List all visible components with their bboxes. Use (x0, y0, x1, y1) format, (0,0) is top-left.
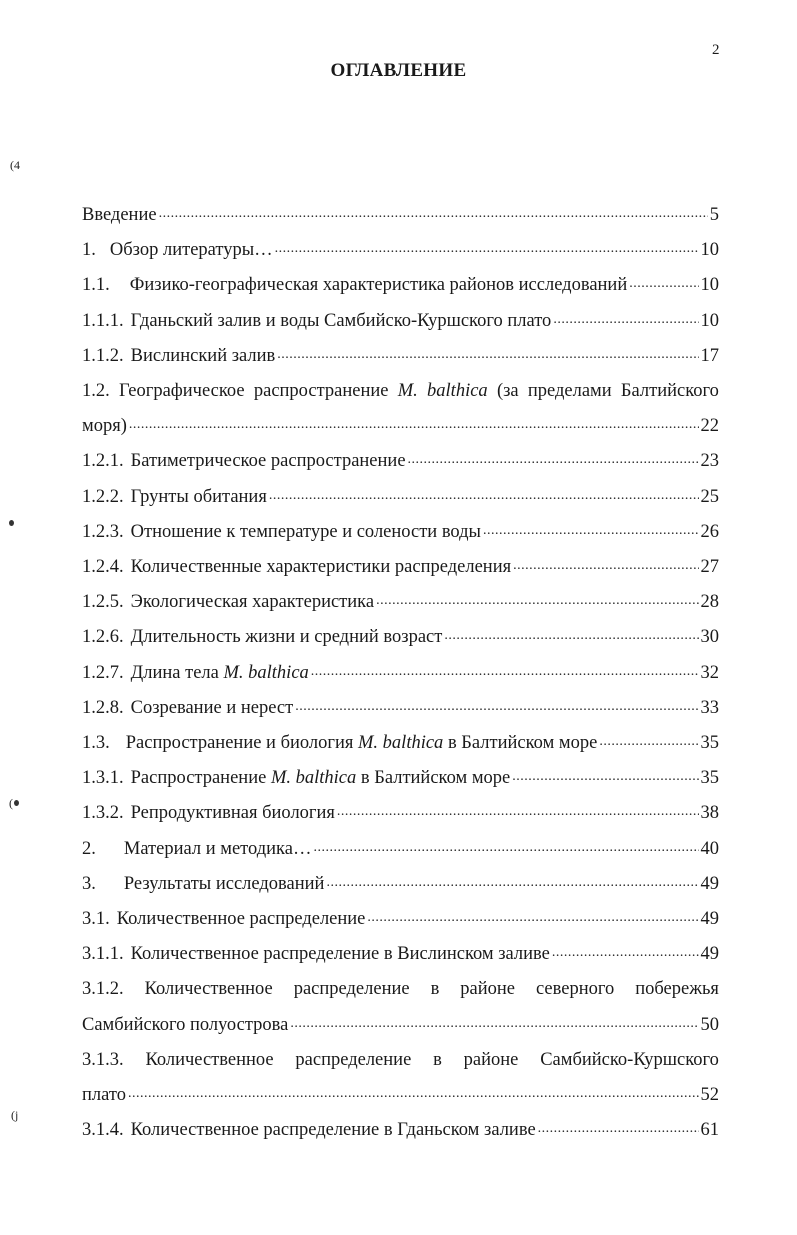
toc-leader (512, 769, 698, 789)
toc-entry-page: 35 (700, 768, 719, 789)
toc-entry-text: районе (463, 1049, 519, 1070)
toc-entry-title (82, 874, 324, 895)
toc-entry-text: в (430, 979, 440, 1000)
toc-entry-text: побережья (635, 979, 719, 1000)
toc-entry (82, 231, 719, 261)
toc-entry-text: Количественное распределение в Гданьском заливе (130, 1120, 536, 1141)
toc-entry-number: 1.3.1. (82, 768, 124, 789)
toc-entry (82, 654, 719, 684)
toc-entry-text: Батиметрическое распространение (130, 451, 406, 472)
margin-dot (9, 520, 14, 526)
margin-mark: (4 (10, 158, 20, 172)
toc-leader (483, 523, 699, 543)
toc-leader (444, 628, 698, 648)
toc-entry-text: Длина тела (130, 662, 224, 683)
toc-entry-text: Результаты исследований (123, 873, 325, 894)
toc-entry-text: распределение (293, 979, 410, 1000)
toc-entry-text: Количественное распределение (116, 909, 366, 929)
toc-entry-page: 25 (700, 486, 719, 507)
toc-entry-number: 1.1. (82, 275, 110, 296)
toc-entry-title (82, 205, 157, 226)
toc-entry (82, 478, 719, 508)
toc-leader (326, 875, 698, 895)
toc-entry-text: пределами (527, 381, 612, 401)
toc-entry-page: 5 (709, 205, 719, 225)
page-number: 2 (712, 42, 720, 58)
toc-leader (513, 558, 698, 578)
toc-entry-title (82, 698, 293, 719)
toc-entry-title (82, 275, 627, 296)
toc-entry-text: Длительность жизни и средний возраст (130, 627, 443, 648)
toc-entry-title (82, 944, 550, 965)
margin-mark: (j (11, 1108, 19, 1122)
toc-leader (553, 312, 698, 332)
toc-entry-title (82, 1120, 536, 1141)
toc-entry-number: 1. (82, 240, 96, 261)
toc-entry (82, 759, 719, 789)
species-name: balthica (427, 381, 488, 401)
toc-entry-page: 32 (700, 662, 719, 683)
toc-leader (408, 452, 699, 472)
toc-entry-number: 1.2.4. (82, 557, 124, 577)
toc-entry (82, 724, 719, 754)
toc-entry-number: 2. (82, 838, 96, 859)
toc-leader (552, 945, 699, 965)
toc-entry-page: 22 (700, 416, 719, 437)
toc-leader (129, 417, 699, 437)
toc-entry (82, 935, 719, 965)
toc-entry-number: 1.3.2. (82, 803, 124, 824)
toc-entry-text: в Балтийском море (443, 733, 598, 753)
toc-entry-text: северного (535, 979, 615, 1000)
margin-mark: ( (9, 796, 13, 810)
toc-leader (290, 1016, 698, 1036)
toc-leader (376, 593, 698, 613)
toc-entry-title (82, 979, 719, 1000)
toc-entry (82, 970, 719, 1000)
toc-entry-page: 40 (700, 838, 719, 859)
toc-entry-page: 23 (700, 451, 719, 472)
toc-entry-text: Самбийского полуострова (82, 1014, 289, 1035)
toc-leader (629, 276, 698, 296)
toc-entry (82, 196, 719, 226)
toc-entry (82, 1041, 719, 1071)
toc-entry-title (82, 522, 481, 543)
toc-entry-text: Количественное (144, 979, 273, 1000)
toc-entry-number: 3.1.3. (82, 1049, 124, 1070)
toc-entry-text: Самбийско-Куршского (540, 1049, 719, 1070)
toc-entry-number: 1.1.2. (82, 345, 124, 366)
toc-entry-page: 17 (700, 345, 719, 366)
toc-entry-text: в Балтийском море (356, 768, 511, 789)
toc-entry-text: Распространение (130, 768, 271, 789)
toc-entry-title (82, 1050, 719, 1071)
toc-entry-continuation (82, 1006, 719, 1036)
toc-leader (275, 241, 699, 261)
toc-entry-number: 1.2. (82, 381, 110, 401)
toc-entry (82, 513, 719, 543)
toc-leader (295, 699, 698, 719)
toc-entry-title (82, 627, 442, 648)
toc-entry-page: 35 (700, 733, 719, 753)
toc-leader (128, 1086, 699, 1106)
toc-entry (82, 618, 719, 648)
toc-entry-page: 49 (700, 873, 719, 894)
toc-entry-text: Балтийского (620, 381, 719, 401)
toc-entry (82, 337, 719, 367)
toc-entry-text: распространение (253, 381, 389, 401)
toc-entry-continuation (82, 1076, 719, 1106)
toc-entry-title (82, 663, 309, 684)
toc-entry-number: 3.1.2. (82, 979, 124, 1000)
toc-entry-number: 1.1.1. (82, 310, 124, 331)
toc-entry-page: 61 (700, 1120, 719, 1141)
toc-entry-text: Количественное распределение в Вислинском заливе (130, 944, 550, 965)
toc-entry-title (82, 768, 510, 789)
species-name: M. balthica (270, 768, 357, 789)
toc-entry (82, 794, 719, 824)
toc-entry-number: 1.2.2. (82, 486, 124, 507)
toc-entry (82, 372, 719, 402)
toc-leader (159, 206, 708, 226)
toc-entry-text: Репродуктивная биология (130, 803, 335, 824)
toc-entry-number: 3. (82, 873, 96, 894)
toc-entry-text: Экологическая характеристика (130, 592, 375, 613)
toc-entry-page: 49 (700, 944, 719, 965)
toc-entry-text: Введение (82, 205, 157, 225)
toc-entry-title (82, 381, 719, 402)
toc-entry-text: Гданьский залив и воды Самбийско-Куршского плато (130, 310, 552, 331)
toc-entry (82, 830, 719, 860)
toc-entry-number: 1.2.3. (82, 521, 124, 542)
toc-entry-text: Географическое (119, 381, 245, 401)
toc-entry-title (82, 240, 273, 261)
toc-entry-page: 26 (700, 521, 719, 542)
toc-entry-text: (за (496, 381, 519, 401)
toc-leader (599, 734, 698, 754)
toc-entry-page: 10 (700, 310, 719, 331)
toc-entry-text: Отношение к температуре и солености воды (130, 521, 481, 542)
toc-entry-text: моря) (82, 416, 127, 437)
toc-entry-text: Количественные характеристики распределения (130, 557, 512, 577)
species-name: M. balthica (223, 662, 309, 683)
toc-entry-page: 10 (700, 240, 719, 261)
toc-entry-page: 28 (700, 592, 719, 613)
toc-entry (82, 583, 719, 613)
toc-entry (82, 865, 719, 895)
toc-entry-page: 10 (700, 275, 719, 296)
toc-entry-number: 3.1.4. (82, 1120, 124, 1141)
toc-entry-page: 33 (700, 697, 719, 718)
toc-entry-number: 1.3. (82, 733, 110, 753)
toc-entry-text: в (433, 1049, 442, 1070)
toc-entry-text: Вислинский залив (130, 345, 276, 366)
toc-entry-text: Физико-географическая характеристика районов исследований (129, 275, 628, 296)
toc-entry-text: районе (460, 979, 516, 1000)
toc-entry-title (82, 733, 597, 754)
toc-entry (82, 689, 719, 719)
toc-entry-title (82, 909, 365, 930)
toc-entry-title (82, 592, 374, 613)
toc-leader (367, 910, 698, 930)
toc-entry-number: 3.1.1. (82, 944, 124, 965)
toc-entry-number: 1.2.5. (82, 592, 124, 613)
toc-entry (82, 548, 719, 578)
toc-entry-page: 27 (700, 557, 719, 577)
species-name: M. (397, 381, 418, 401)
toc-leader (269, 488, 699, 508)
toc-entry-title (82, 451, 406, 472)
toc-entry-title (82, 803, 335, 824)
toc-entry-text: Обзор литературы… (109, 240, 273, 261)
toc-leader (337, 804, 699, 824)
species-name: M. balthica (358, 733, 444, 753)
toc-entry-text: Распространение и биология (125, 733, 359, 753)
toc-entry-text: распределение (295, 1049, 412, 1070)
toc-entry-page: 30 (700, 627, 719, 648)
toc-entry-title (82, 839, 311, 860)
toc-entry-number: 3.1. (82, 909, 110, 929)
toc-leader (538, 1121, 699, 1141)
toc-entry-text: Грунты обитания (130, 486, 267, 507)
toc-entry (82, 900, 719, 930)
toc-entry-title (82, 557, 511, 578)
toc-entry-number: 1.2.6. (82, 627, 124, 648)
toc-entry-number: 1.2.7. (82, 662, 124, 683)
toc-entry-page: 50 (700, 1014, 719, 1035)
toc-entry-title (82, 346, 275, 367)
toc-entry-text: Материал и методика… (123, 838, 312, 859)
toc-entry (82, 302, 719, 332)
toc-entry-page: 38 (700, 803, 719, 824)
toc-entry-title (82, 311, 551, 332)
toc-entry-text: Созревание и нерест (130, 697, 294, 718)
toc-leader (311, 664, 699, 684)
toc-entry (82, 266, 719, 296)
toc-entry-number: 1.2.8. (82, 697, 124, 718)
margin-dot (14, 800, 19, 806)
toc-entry (82, 442, 719, 472)
toc-entry-continuation (82, 407, 719, 437)
toc-entry-page: 52 (700, 1085, 719, 1105)
page-title: ОГЛАВЛЕНИЕ (330, 60, 467, 81)
toc-entry-title (82, 487, 267, 508)
toc-entry (82, 1111, 719, 1141)
toc-entry-text: Количественное (145, 1049, 274, 1070)
toc-entry-page: 49 (700, 909, 719, 929)
toc-leader (313, 840, 698, 860)
toc-entry-text: плато (82, 1085, 126, 1105)
toc-leader (277, 347, 698, 367)
toc-entry-number: 1.2.1. (82, 451, 124, 472)
